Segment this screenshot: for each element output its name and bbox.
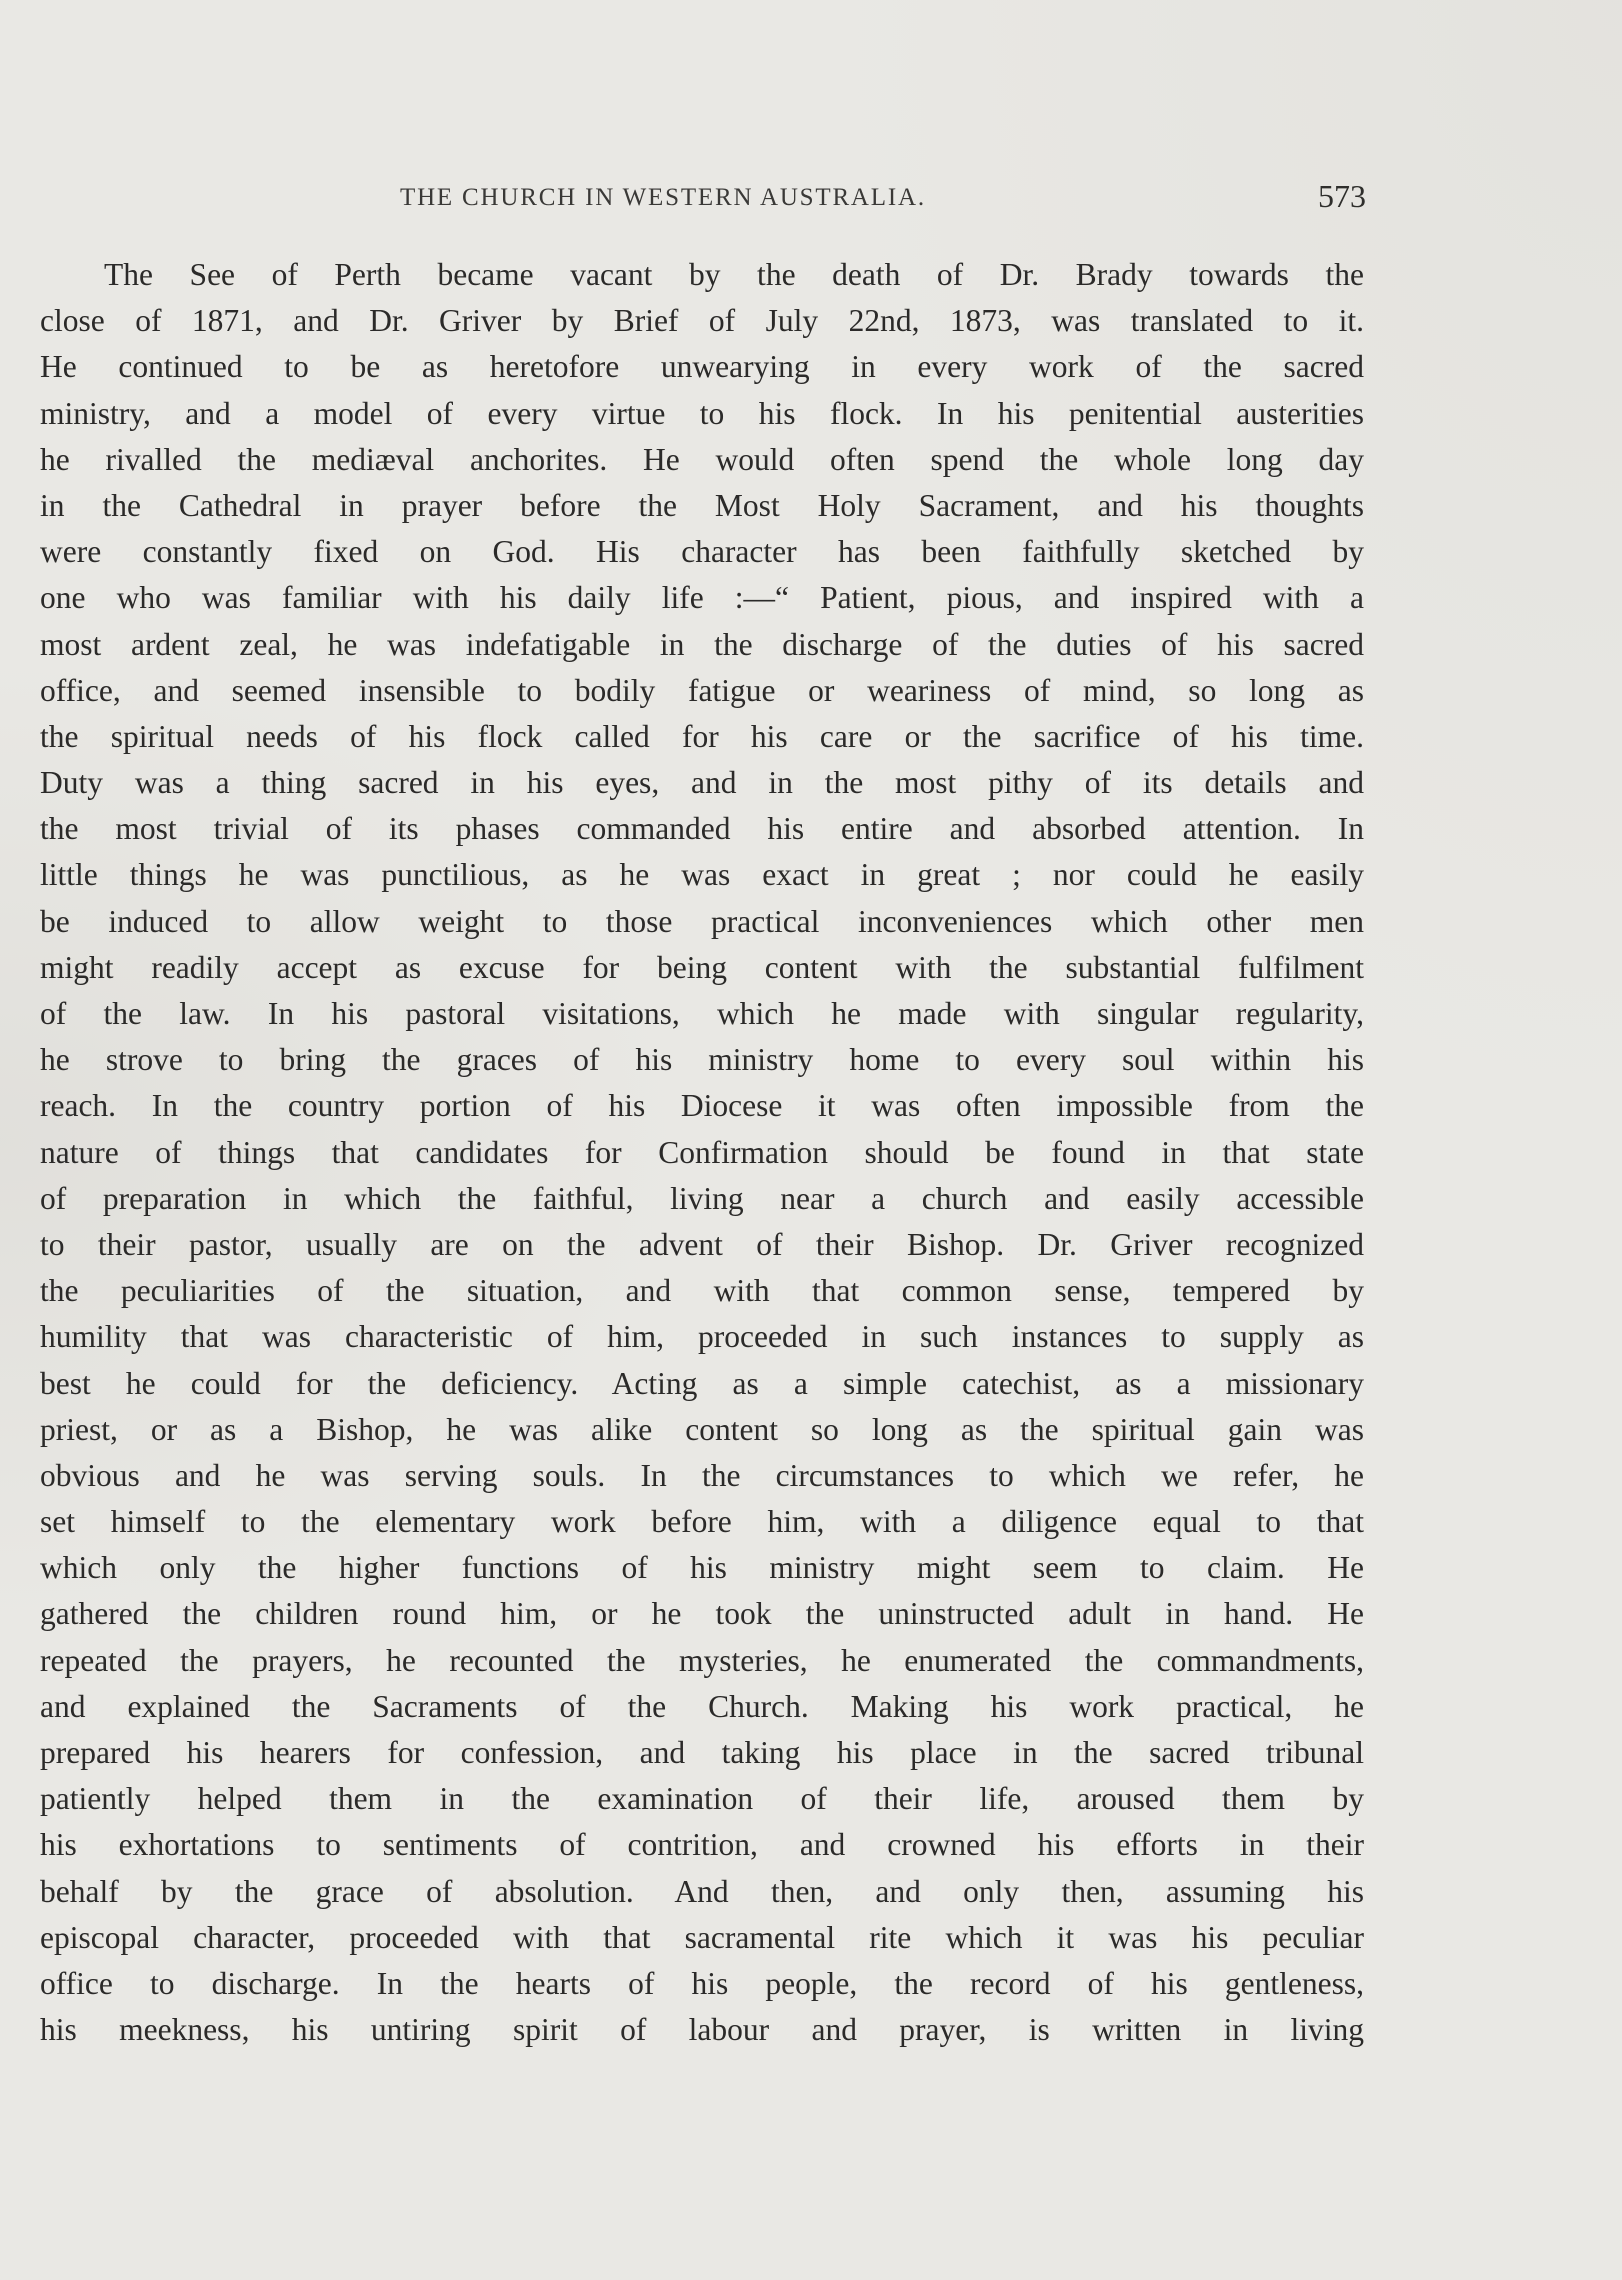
text-line: Duty was a thing sacred in his eyes, and in the most pithy of its details and xyxy=(40,765,1364,801)
text-line: office, and seemed insensible to bodily fatigue or weariness of mind, so long as xyxy=(40,672,1364,708)
text-line: reach. In the country portion of his Diocese it was often impossible from the xyxy=(40,1088,1364,1124)
text-line: The See of Perth became vacant by the death of Dr. Brady towards the xyxy=(104,257,1364,292)
text-line: prepared his hearers for confession, and taking his place in the sacred tribunal xyxy=(40,1735,1364,1770)
text-line: the peculiarities of the situation, and with that common sense, tempered by xyxy=(40,1273,1364,1309)
text-line: ministry, and a model of every virtue to his flock. In his penitential austerities xyxy=(40,395,1364,431)
text-line: little things he was punctilious, as he was exact in great ; nor could he easily xyxy=(40,857,1364,893)
text-line: of preparation in which the faithful, living near a church and easily accessible xyxy=(40,1180,1364,1216)
text-line: in the Cathedral in prayer before the Most Holy Sacrament, and his thoughts xyxy=(40,487,1364,523)
text-line: nature of things that candidates for Confirmation should be found in that state xyxy=(40,1134,1364,1170)
text-line: and explained the Sacraments of the Church. Making his work practical, he xyxy=(40,1688,1364,1724)
page-number: 573 xyxy=(1318,178,1366,214)
text-line: the most trivial of its phases commanded his entire and absorbed attention. In xyxy=(40,811,1364,847)
text-line: might readily accept as excuse for being content with the substantial fulfilment xyxy=(40,949,1364,985)
text-line: behalf by the grace of absolution. And then, and only then, assuming his xyxy=(40,1873,1364,1909)
text-line: repeated the prayers, he recounted the mysteries, he enumerated the commandments, xyxy=(40,1642,1364,1678)
text-line: episcopal character, proceeded with that sacramental rite which it was his peculiar xyxy=(40,1919,1364,1955)
text-line: most ardent zeal, he was indefatigable in the discharge of the duties of his sacred xyxy=(40,626,1364,662)
text-line: gathered the children round him, or he took the uninstructed adult in hand. He xyxy=(40,1596,1364,1632)
body-text xyxy=(40,252,1364,2053)
text-line: which only the higher functions of his ministry might seem to claim. He xyxy=(40,1550,1364,1586)
text-line: one who was familiar with his daily life :—“ Patient, pious, and inspired with a xyxy=(40,580,1364,616)
text-line: were constantly fixed on God. His character has been faithfully sketched by xyxy=(40,534,1364,570)
text-line: of the law. In his pastoral visitations, which he made with singular regularity, xyxy=(40,996,1364,1031)
text-line: office to discharge. In the hearts of his people, the record of his gentleness, xyxy=(40,1965,1364,2001)
text-line: best he could for the deficiency. Acting as a simple catechist, as a missionary xyxy=(40,1365,1364,1401)
text-line: to their pastor, usually are on the advent of their Bishop. Dr. Griver recognized xyxy=(40,1226,1364,1262)
text-line: priest, or as a Bishop, he was alike content so long as the spiritual gain was xyxy=(40,1411,1364,1447)
text-line: be induced to allow weight to those practical inconveniences which other men xyxy=(40,903,1364,939)
text-line: the spiritual needs of his flock called for his care or the sacrifice of his time. xyxy=(40,718,1364,754)
text-line: he strove to bring the graces of his ministry home to every soul within his xyxy=(40,1042,1364,1078)
text-line: obvious and he was serving souls. In the circumstances to which we refer, he xyxy=(40,1457,1364,1493)
text-line: He continued to be as heretofore unwearying in every work of the sacred xyxy=(40,349,1364,385)
text-line: patiently helped them in the examination of their life, aroused them by xyxy=(40,1781,1364,1817)
text-line: close of 1871, and Dr. Griver by Brief of July 22nd, 1873, was translated to it. xyxy=(40,303,1364,339)
text-line: his exhortations to sentiments of contrition, and crowned his efforts in their xyxy=(40,1827,1364,1863)
text-line: humility that was characteristic of him, proceeded in such instances to supply as xyxy=(40,1319,1364,1355)
text-line: his meekness, his untiring spirit of labour and prayer, is written in living xyxy=(40,2012,1364,2048)
running-head: THE CHURCH IN WESTERN AUSTRALIA. xyxy=(400,184,926,211)
text-line: he rivalled the mediæval anchorites. He would often spend the whole long day xyxy=(40,441,1364,477)
text-line: set himself to the elementary work before him, with a diligence equal to that xyxy=(40,1504,1364,1540)
